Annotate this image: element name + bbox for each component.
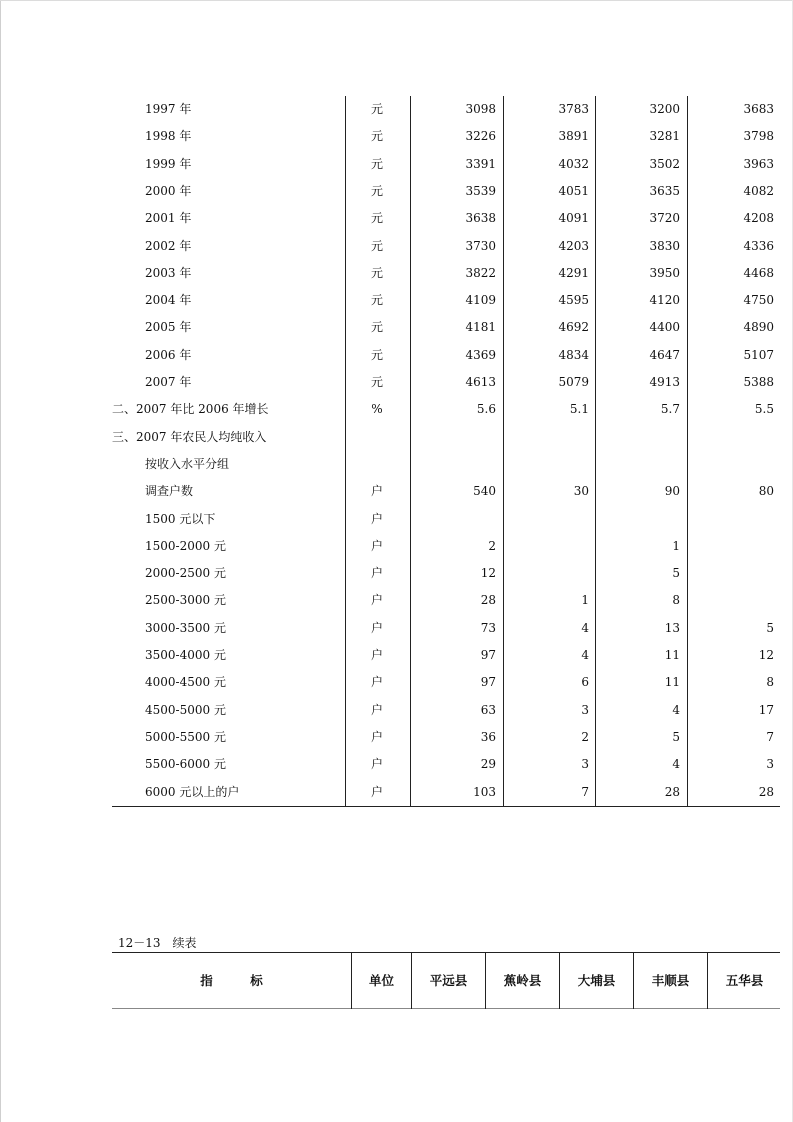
- row-value-4: 4468: [743, 265, 774, 280]
- table-row: [112, 151, 780, 178]
- row-value-2: 1: [581, 593, 589, 608]
- row-value-1: 540: [473, 484, 496, 499]
- row-value-1: 28: [480, 593, 496, 608]
- table-row: [112, 642, 780, 669]
- row-value-4: 28: [758, 784, 774, 799]
- table-row: [112, 478, 780, 505]
- row-unit: 元: [370, 293, 383, 308]
- row-label: 2000-2500 元: [145, 566, 226, 581]
- row-value-3: 3950: [649, 265, 680, 280]
- row-value-2: [503, 533, 589, 560]
- row-value-2: 4091: [558, 211, 589, 226]
- row-value-2: 3: [581, 702, 589, 717]
- row-value-4: [688, 560, 774, 587]
- row-unit: 元: [370, 102, 383, 116]
- row-value-2: 4203: [558, 238, 589, 253]
- header-jiaoling: 蕉岭县: [503, 973, 542, 988]
- row-value-1: [410, 424, 496, 451]
- row-unit: %: [371, 402, 383, 417]
- row-label: 1997 年: [145, 102, 192, 116]
- row-unit: [345, 451, 409, 478]
- table-row: [112, 287, 780, 314]
- row-unit: 元: [370, 211, 383, 226]
- row-value-2: 4: [581, 648, 589, 662]
- row-value-1: 4181: [465, 320, 496, 335]
- row-value-4: 5.5: [754, 402, 774, 417]
- row-value-4: 80: [758, 484, 774, 499]
- table-row: [112, 615, 780, 642]
- row-value-4: 17: [758, 702, 774, 717]
- header-dabu: 大埔县: [577, 973, 616, 988]
- header-bottom-rule: [112, 1008, 780, 1009]
- row-value-2: 4595: [558, 293, 589, 308]
- row-label: 3500-4000 元: [145, 648, 226, 662]
- row-unit: 户: [370, 511, 383, 526]
- header-fengshun: 丰顺县: [651, 973, 690, 988]
- row-label: 4500-5000 元: [145, 702, 226, 717]
- table-row: [112, 96, 780, 123]
- row-unit: 户: [370, 784, 383, 799]
- row-value-2: 3: [581, 757, 589, 772]
- table-row: [112, 233, 780, 260]
- table-row: [112, 205, 780, 232]
- table-row: [112, 342, 780, 369]
- row-value-1: 36: [480, 729, 496, 744]
- row-value-3: 11: [664, 648, 680, 662]
- table-row: [112, 178, 780, 205]
- row-value-1: [410, 506, 496, 533]
- header-unit: 单位: [368, 973, 394, 988]
- table-row: [112, 697, 780, 724]
- row-label: 4000-4500 元: [145, 675, 226, 690]
- row-label: 按收入水平分组: [145, 456, 230, 471]
- row-value-3: 1: [672, 538, 680, 553]
- table-row: [112, 724, 780, 751]
- page-edge-top: [0, 0, 793, 1]
- row-unit: 元: [370, 265, 383, 280]
- row-value-4: [688, 587, 774, 614]
- row-value-3: 3720: [649, 211, 680, 226]
- table-row: [112, 560, 780, 587]
- row-label: 2005 年: [145, 320, 192, 335]
- row-value-1: 3098: [465, 102, 496, 116]
- row-value-3: 11: [664, 675, 680, 690]
- row-value-4: 3683: [743, 102, 774, 116]
- row-value-3: 3502: [649, 156, 680, 171]
- row-value-3: 28: [664, 784, 680, 799]
- row-value-2: [503, 424, 589, 451]
- row-label: 5000-5500 元: [145, 729, 226, 744]
- row-value-1: 3391: [465, 156, 496, 171]
- row-value-3: 8: [672, 593, 680, 608]
- row-value-2: 4051: [558, 183, 589, 198]
- row-value-4: 4208: [743, 211, 774, 226]
- row-unit: 户: [370, 648, 383, 662]
- row-unit: 户: [370, 757, 383, 772]
- table-row: [112, 123, 780, 150]
- row-value-2: 3891: [558, 129, 589, 144]
- row-value-4: 8: [766, 675, 774, 690]
- row-label: 1998 年: [145, 129, 192, 144]
- row-value-2: 3783: [558, 102, 589, 116]
- row-unit: 元: [370, 238, 383, 253]
- row-value-2: 7: [581, 784, 589, 799]
- row-value-2: 5079: [558, 375, 589, 389]
- row-value-4: [688, 451, 774, 478]
- row-unit: 户: [370, 675, 383, 690]
- row-value-4: 4750: [743, 293, 774, 308]
- table-row: [112, 424, 780, 451]
- row-value-4: 5: [766, 620, 774, 635]
- row-label: 2001 年: [145, 211, 192, 226]
- row-value-2: [503, 560, 589, 587]
- row-label: 6000 元以上的户: [145, 784, 240, 799]
- row-unit: 户: [370, 729, 383, 744]
- row-unit: 元: [370, 129, 383, 144]
- header-indicator: 指 标: [200, 973, 263, 988]
- row-value-4: 3963: [743, 156, 774, 171]
- row-value-3: 4120: [649, 293, 680, 308]
- row-unit: 户: [370, 566, 383, 581]
- row-value-3: 4: [672, 702, 680, 717]
- row-value-3: 5: [672, 566, 680, 581]
- row-value-2: 4291: [558, 265, 589, 280]
- row-value-2: 2: [581, 729, 589, 744]
- row-unit: [345, 424, 409, 451]
- row-value-1: [410, 451, 496, 478]
- row-value-3: 4: [672, 757, 680, 772]
- row-value-4: 12: [758, 648, 774, 662]
- row-label: 2004 年: [145, 293, 192, 308]
- row-value-4: 4890: [743, 320, 774, 335]
- row-value-3: [596, 424, 680, 451]
- row-value-3: 4647: [649, 347, 680, 362]
- row-value-2: 4692: [558, 320, 589, 335]
- row-unit: 元: [370, 156, 383, 171]
- row-value-1: 3822: [465, 265, 496, 280]
- row-value-2: 30: [573, 484, 589, 499]
- row-label: 2006 年: [145, 347, 192, 362]
- row-label: 2000 年: [145, 183, 192, 198]
- row-unit: 元: [370, 183, 383, 198]
- header-pingyuan: 平远县: [429, 973, 468, 988]
- row-value-1: 3226: [465, 129, 496, 144]
- row-value-1: 97: [480, 675, 496, 690]
- row-value-2: 4: [581, 620, 589, 635]
- row-value-3: [596, 451, 680, 478]
- row-unit: 户: [370, 620, 383, 635]
- table-row: [112, 533, 780, 560]
- row-value-2: [503, 506, 589, 533]
- row-unit: 户: [370, 593, 383, 608]
- row-value-4: 4082: [743, 183, 774, 198]
- row-value-3: 90: [664, 484, 680, 499]
- row-unit: 户: [370, 484, 383, 499]
- row-label: 2003 年: [145, 265, 192, 280]
- row-value-1: 29: [480, 757, 496, 772]
- table-row: [112, 587, 780, 614]
- row-value-2: [503, 451, 589, 478]
- row-value-3: 5.7: [660, 402, 680, 417]
- row-label: 调查户数: [145, 484, 194, 499]
- row-value-3: 5: [672, 729, 680, 744]
- row-value-4: 3: [766, 757, 774, 772]
- table-row: [112, 369, 780, 396]
- row-value-3: 3281: [649, 129, 680, 144]
- row-unit: 元: [370, 320, 383, 335]
- table-row: [112, 451, 780, 478]
- row-value-1: 97: [480, 648, 496, 662]
- row-unit: 户: [370, 538, 383, 553]
- row-value-1: 103: [473, 784, 496, 799]
- row-label: 三、2007 年农民人均纯收入: [112, 429, 267, 444]
- row-label: 二、2007 年比 2006 年增长: [112, 402, 269, 417]
- row-label: 2500-3000 元: [145, 593, 226, 608]
- row-label: 5500-6000 元: [145, 757, 226, 772]
- row-value-1: 63: [480, 702, 496, 717]
- row-value-4: [688, 533, 774, 560]
- row-value-4: 4336: [743, 238, 774, 253]
- table-row: [112, 260, 780, 287]
- row-value-1: 2: [488, 538, 496, 553]
- row-label: 1999 年: [145, 156, 192, 171]
- row-value-3: [596, 506, 680, 533]
- row-value-3: 4400: [649, 320, 680, 335]
- table-bottom-rule: [112, 806, 780, 807]
- row-value-1: 3730: [465, 238, 496, 253]
- row-value-3: 3830: [649, 238, 680, 253]
- row-label: 1500 元以下: [145, 511, 216, 526]
- row-value-1: 12: [480, 566, 496, 581]
- row-value-1: 3539: [465, 183, 496, 198]
- table-row: [112, 669, 780, 696]
- row-value-3: 13: [664, 620, 680, 635]
- row-value-2: 4032: [558, 156, 589, 171]
- row-value-1: 73: [480, 620, 496, 635]
- row-value-1: 3638: [465, 211, 496, 226]
- row-label: 2007 年: [145, 375, 192, 389]
- table-row: [112, 751, 780, 778]
- row-value-3: 3635: [649, 183, 680, 198]
- page-edge-left: [0, 0, 1, 1122]
- row-value-4: 3798: [743, 129, 774, 144]
- row-label: 1500-2000 元: [145, 538, 226, 553]
- table-row: [112, 506, 780, 533]
- row-value-2: 5.1: [569, 402, 589, 417]
- row-label: 3000-3500 元: [145, 620, 226, 635]
- header-wuhua: 五华县: [725, 973, 764, 988]
- row-value-4: 7: [766, 729, 774, 744]
- table-row: [112, 314, 780, 341]
- row-value-1: 5.6: [476, 402, 496, 417]
- row-value-1: 4613: [465, 375, 496, 389]
- row-value-4: [688, 506, 774, 533]
- row-value-3: 4913: [649, 375, 680, 389]
- row-value-1: 4369: [465, 347, 496, 362]
- row-value-1: 4109: [465, 293, 496, 308]
- row-unit: 户: [370, 702, 383, 717]
- table-row: [112, 779, 780, 806]
- row-unit: 元: [370, 375, 383, 389]
- row-unit: 元: [370, 347, 383, 362]
- row-value-2: 4834: [558, 347, 589, 362]
- row-value-4: 5107: [743, 347, 774, 362]
- table-caption: 12－13 续表: [118, 936, 197, 950]
- row-value-3: 3200: [649, 102, 680, 116]
- row-value-4: [688, 424, 774, 451]
- row-value-4: 5388: [743, 375, 774, 389]
- row-label: 2002 年: [145, 238, 192, 253]
- table-row: [112, 396, 780, 423]
- row-value-2: 6: [581, 675, 589, 690]
